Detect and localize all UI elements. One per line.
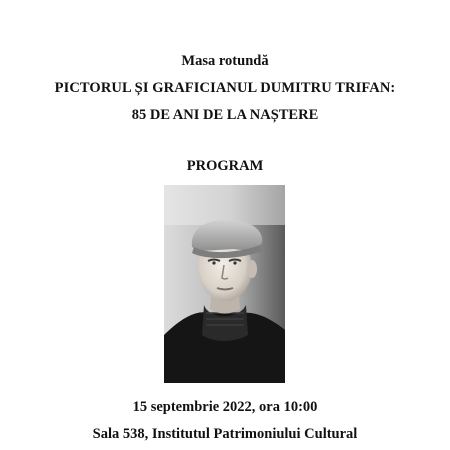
event-date-time: 15 septembrie 2022, ora 10:00 xyxy=(132,399,318,415)
program-heading: PROGRAM xyxy=(186,158,264,174)
portrait-image xyxy=(164,185,285,383)
event-type: Masa rotundă xyxy=(181,53,269,69)
event-title: PICTORUL ȘI GRAFICIANUL DUMITRU TRIFAN: xyxy=(54,80,396,96)
portrait-photo xyxy=(164,185,285,383)
event-venue: Sala 538, Institutul Patrimoniului Cultural xyxy=(92,426,358,442)
event-subtitle: 85 DE ANI DE LA NAȘTERE xyxy=(131,107,319,123)
